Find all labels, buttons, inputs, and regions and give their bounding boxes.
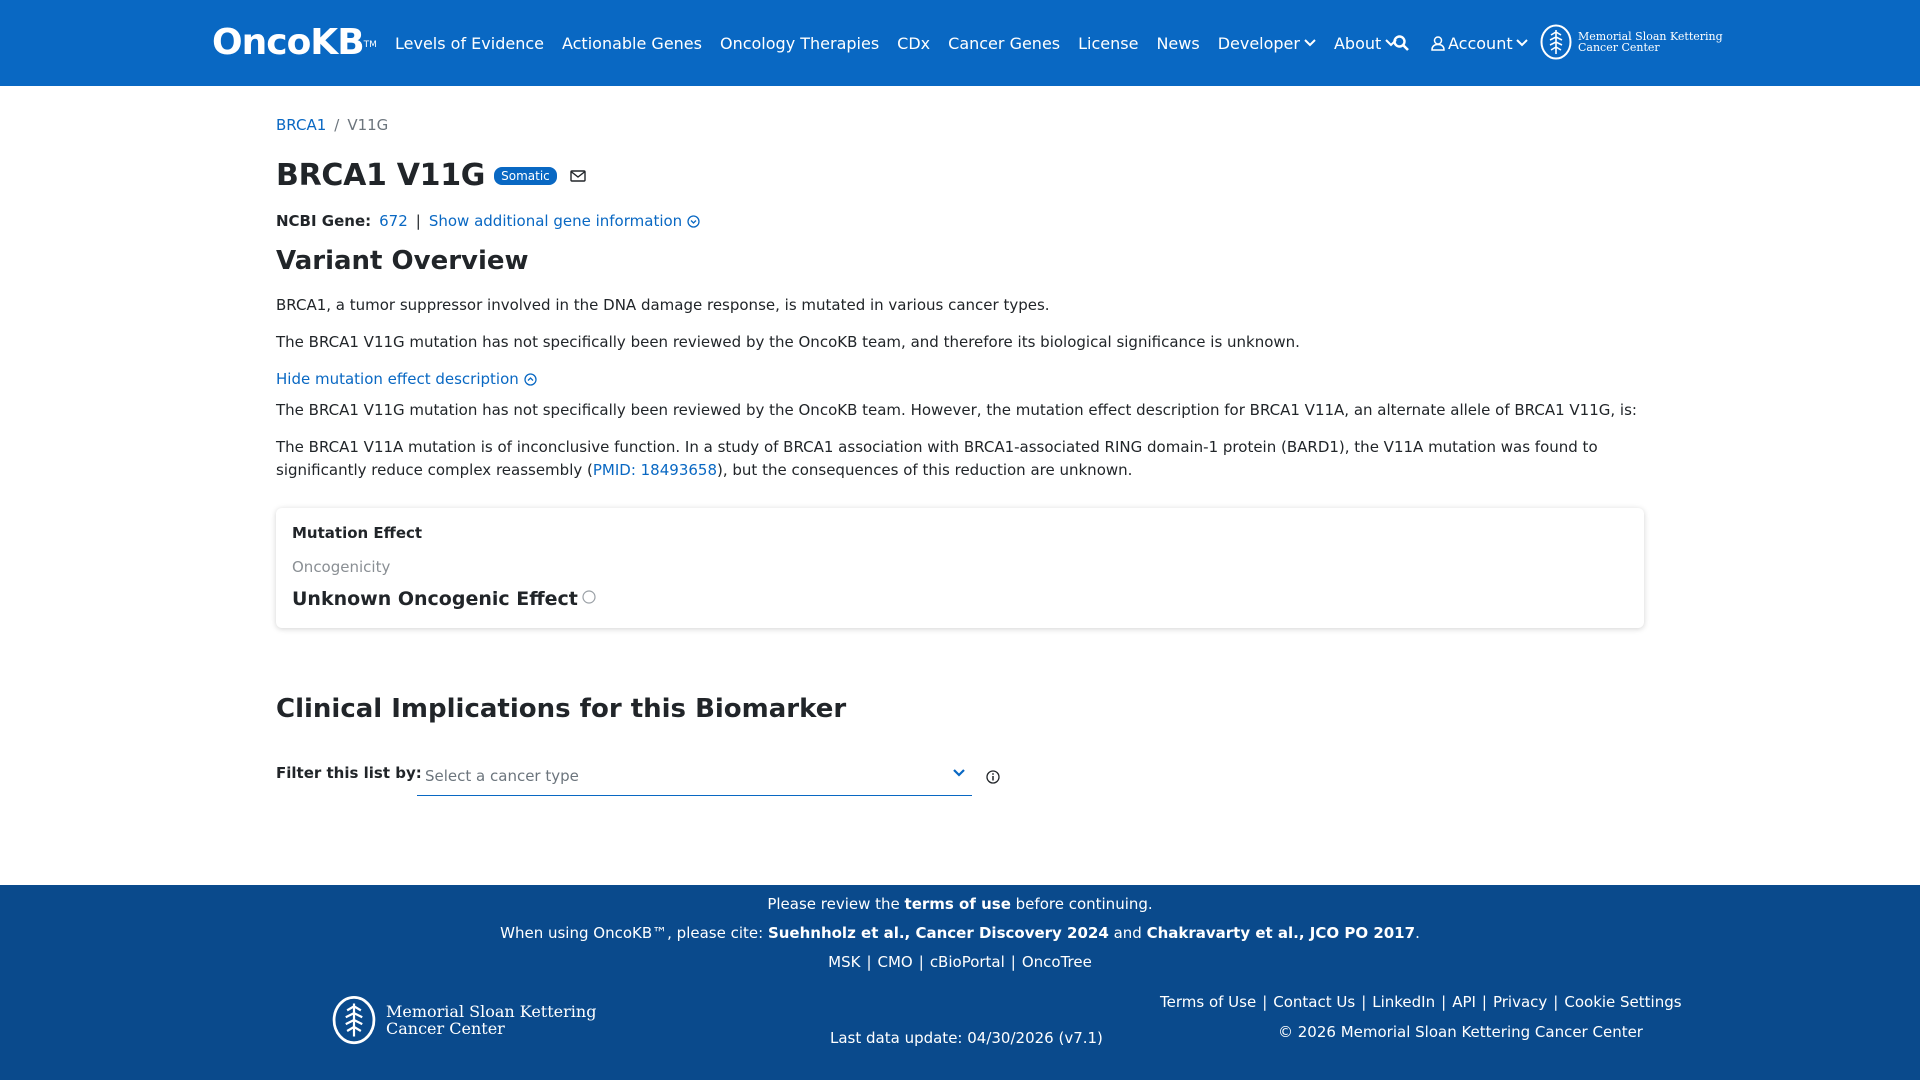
nav-license[interactable]: License (1078, 33, 1139, 53)
nav-news[interactable]: News (1156, 33, 1200, 53)
user-icon (1431, 36, 1445, 51)
partner-links: MSK | CMO | cBioPortal | OncoTree (828, 953, 1092, 971)
partner-link-cmo[interactable]: CMO (877, 953, 913, 971)
info-icon[interactable] (986, 769, 1000, 788)
variant-summary: The BRCA1 V11G mutation has not specifically been reviewed by the OncoKB team, and therefore its biological significance is unknown. (276, 333, 1300, 351)
chevron-circle-up-icon (524, 373, 537, 386)
search-button[interactable] (1390, 35, 1412, 51)
terms-of-use-link[interactable]: terms of use (904, 895, 1011, 913)
title-row (276, 158, 586, 193)
oncokb-logo[interactable]: OncoKB™ (212, 22, 377, 63)
citation-notice: When using OncoKB™, please cite: Suehnholz et al., Cancer Discovery 2024 and Chakravarty et al., JCO PO 2017. (500, 924, 1420, 942)
mail-icon[interactable] (570, 170, 586, 182)
nav-cancer-genes[interactable]: Cancer Genes (948, 33, 1061, 53)
gene-summary: BRCA1, a tumor suppressor involved in the DNA damage response, is mutated in various cancer types. (276, 296, 1050, 314)
ncbi-separator: | (415, 212, 421, 230)
cancer-type-select[interactable] (417, 756, 972, 796)
nav-levels-of-evidence[interactable]: Levels of Evidence (395, 33, 544, 53)
hide-mutation-effect-link[interactable]: Hide mutation effect description (276, 370, 537, 388)
account-label: Account (1448, 33, 1513, 53)
chevron-down-icon (952, 768, 966, 778)
msk-header-logo[interactable]: Memorial Sloan Kettering Cancer Center (1540, 22, 1723, 62)
nav-cdx[interactable]: CDx (897, 33, 931, 53)
footer-link-api[interactable]: API (1452, 993, 1476, 1011)
select-placeholder: Select a cancer type (425, 766, 579, 785)
footer-link-cookie-settings[interactable]: Cookie Settings (1564, 993, 1682, 1011)
page-title: BRCA1 V11G (276, 158, 486, 193)
variant-overview-heading: Variant Overview (276, 246, 529, 276)
citation-link-2[interactable]: Chakravarty et al., JCO PO 2017 (1146, 924, 1416, 942)
account-dropdown[interactable] (1428, 34, 1531, 53)
chevron-circle-down-icon (687, 215, 700, 228)
last-data-update: Last data update: 04/30/2026 (v7.1) (830, 1029, 1103, 1047)
footer-link-terms[interactable]: Terms of Use (1160, 993, 1257, 1011)
unknown-status-circle-icon (582, 590, 596, 604)
copyright: © 2026 Memorial Sloan Kettering Cancer Center (1278, 1023, 1643, 1041)
ncbi-gene-label: NCBI Gene: (276, 212, 372, 230)
nav-developer-dropdown[interactable]: Developer (1218, 34, 1316, 53)
msk-footer-logo[interactable]: Memorial Sloan Kettering Cancer Center (332, 995, 596, 1045)
breadcrumb-gene-link[interactable]: BRCA1 (276, 116, 327, 134)
pmid-link[interactable]: PMID: 18493658 (592, 461, 717, 479)
ncbi-gene-row (276, 212, 700, 230)
nav-right (1390, 0, 1547, 86)
msk-emblem-icon (332, 995, 376, 1045)
oncogenicity-label: Oncogenicity (292, 558, 391, 576)
alternate-allele-note: The BRCA1 V11G mutation has not specifically been reviewed by the OncoKB team. However, the mutation effect description for BRCA1 V11A, an alternate allele of BRCA1 V11G, is: (276, 401, 1637, 419)
ncbi-gene-link[interactable]: 672 (379, 212, 408, 230)
footer-link-linkedin[interactable]: LinkedIn (1372, 993, 1436, 1011)
terms-notice: Please review the terms of use before continuing. (767, 895, 1153, 913)
breadcrumb (276, 116, 388, 134)
search-icon (1393, 35, 1409, 51)
chevron-down-icon (1304, 39, 1316, 47)
breadcrumb-current: V11G (347, 116, 389, 134)
nav-actionable-genes[interactable]: Actionable Genes (561, 33, 702, 53)
oncogenicity-value: Unknown Oncogenic Effect (292, 588, 596, 610)
footer-link-contact[interactable]: Contact Us (1273, 993, 1356, 1011)
trademark-mark: TM (363, 40, 377, 50)
chevron-down-icon (1516, 39, 1528, 47)
filter-label: Filter this list by: (276, 764, 422, 782)
show-gene-info-link[interactable]: Show additional gene information (429, 212, 700, 230)
nav-oncology-therapies[interactable]: Oncology Therapies (719, 33, 880, 53)
mutation-effect-description: The BRCA1 V11A mutation is of inconclusive function. In a study of BRCA1 association with BRCA1-associated RING domain-1 protein (BARD1), the V11A mutation was found to significantly reduce complex reassembly (PMID: 18493658), but the consequences of this reduction are unknown. (276, 438, 1598, 479)
clinical-implications-heading: Clinical Implications for this Biomarker (276, 694, 847, 724)
mutation-effect-title: Mutation Effect (292, 524, 423, 542)
partner-link-msk[interactable]: MSK (828, 953, 861, 971)
somatic-badge: Somatic (494, 167, 557, 185)
top-navbar (0, 0, 1920, 86)
nav-about-dropdown[interactable]: About (1334, 34, 1397, 53)
citation-link-1[interactable]: Suehnholz et al., Cancer Discovery 2024 (767, 924, 1109, 942)
footer-links: Terms of Use | Contact Us | LinkedIn | API | Privacy | Cookie Settings (1160, 993, 1682, 1011)
breadcrumb-separator: / (334, 116, 340, 134)
main-nav (395, 0, 1415, 86)
partner-link-oncotree[interactable]: OncoTree (1021, 953, 1092, 971)
msk-emblem-icon (1540, 24, 1572, 60)
footer-link-privacy[interactable]: Privacy (1492, 993, 1548, 1011)
footer (0, 885, 1920, 1080)
mutation-effect-card (276, 508, 1644, 628)
partner-link-cbioportal[interactable]: cBioPortal (929, 953, 1005, 971)
